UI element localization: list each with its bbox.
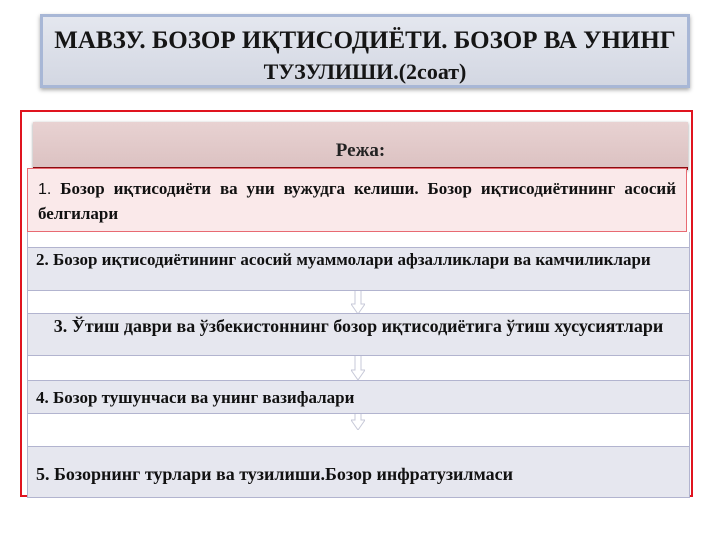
plan-item-4 xyxy=(27,380,690,414)
plan-item-5 xyxy=(27,446,690,498)
plan-item-text: Бозор иқтисодиёти ва уни вужудга келиши. Бозор иқтисодиётининг асосий белгилари xyxy=(38,179,676,223)
plan-item-3 xyxy=(27,313,690,356)
plan-header-label: Режа: xyxy=(335,140,386,161)
plan-item-text: Бозорнинг турлари ва тузилиши.Бозор инфратузилмаси xyxy=(54,464,514,484)
plan-item-text: Бозор тушунчаси ва унинг вазифалари xyxy=(53,388,355,407)
plan-item-number: 2. xyxy=(36,250,49,269)
plan-item-1 xyxy=(27,168,687,232)
plan-item-text: Ўтиш даври ва ўзбекистоннинг бозор иқтисодиётига ўтиш хусусиятлари xyxy=(71,316,664,336)
plan-item-number: 5. xyxy=(36,464,50,484)
connector xyxy=(27,232,690,247)
topic-title-box xyxy=(40,14,690,88)
plan-item-2 xyxy=(27,247,690,291)
topic-title-line2: ТУЗУЛИШИ.(2соат) xyxy=(263,59,467,84)
down-arrow-icon xyxy=(351,352,361,380)
topic-title-line1: МАВЗУ. БОЗОР ИҚТИСОДИЁТИ. БОЗОР ВА УНИНГ xyxy=(54,27,676,54)
plan-header xyxy=(33,122,688,170)
plan-item-number: 3. xyxy=(53,316,68,336)
plan-item-number: 1. xyxy=(38,181,52,198)
plan-item-text: Бозор иқтисодиётининг асосий муаммолари афзалликлари ва камчиликлари xyxy=(53,250,651,269)
plan-item-number: 4. xyxy=(36,388,49,407)
